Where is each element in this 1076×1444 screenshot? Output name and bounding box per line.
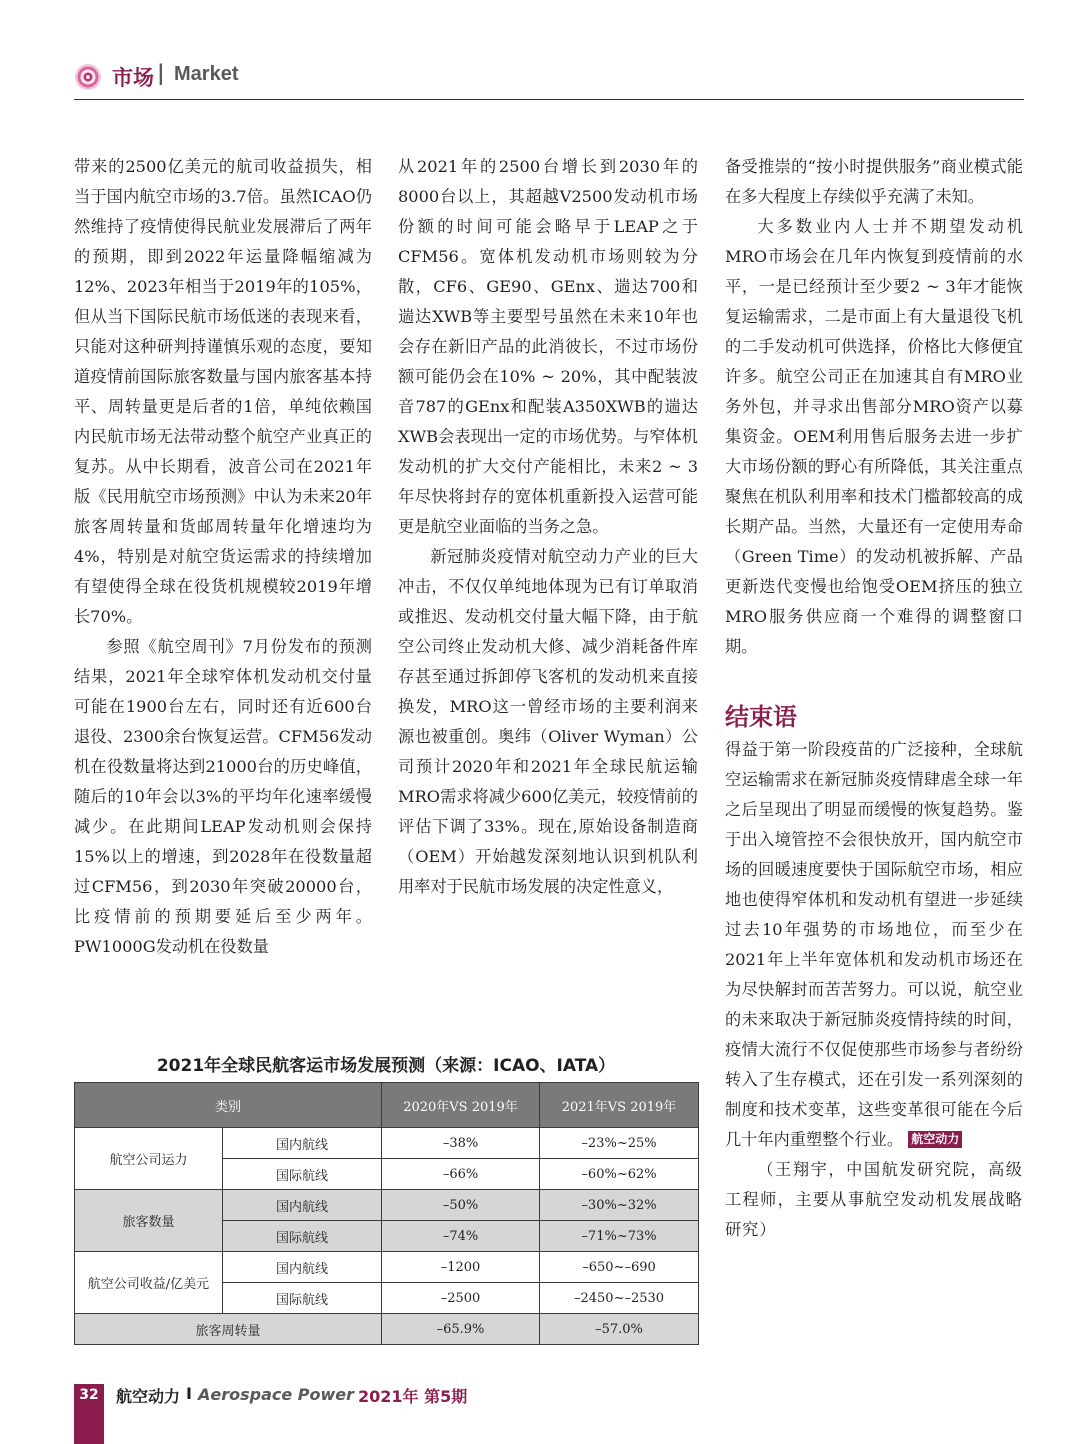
sub-label: 国内航线 <box>223 1252 382 1283</box>
cell-2020: –66% <box>382 1159 540 1190</box>
sub-label: 国际航线 <box>223 1159 382 1190</box>
cell-2021: –23%~25% <box>540 1128 699 1159</box>
flower-logo-icon <box>74 63 102 91</box>
section-title-en: Market <box>174 63 239 85</box>
cell-2021: –60%~62% <box>540 1159 699 1190</box>
brand-tag: 航空动力 <box>908 1131 962 1148</box>
column-3 <box>725 152 1023 1245</box>
column-header: 2021年VS 2019年 <box>540 1083 699 1128</box>
paragraph: 参照《航空周刊》7月份发布的预测结果，2021年全球窄体机发动机交付量可能在1900台左右，同时还有近600台退役、2300余台恢复运营。CFM56发动机在役数量将达到21000台的历史峰值，随后的10年会以3%的平均年化速率缓慢减少。在此期间LEAP发动机则会保持15%以上的增速，到2028年在役数量超过CFM56，到2030年突破20000台，比疫情前的预期要延后至少两年。PW1000G发动机在役数量 <box>74 637 372 956</box>
table-row <box>75 1252 699 1283</box>
magazine-name-cn: 航空动力 <box>116 1387 181 1406</box>
cell-2020: –65.9% <box>382 1314 540 1345</box>
cell-2020: –2500 <box>382 1283 540 1314</box>
cell-2021: –57.0% <box>540 1314 699 1345</box>
column-1 <box>74 152 372 962</box>
page-footer <box>74 1384 494 1444</box>
sub-label: 国内航线 <box>223 1128 382 1159</box>
cell-2020: –74% <box>382 1221 540 1252</box>
paragraph: 新冠肺炎疫情对航空动力产业的巨大冲击，不仅仅单纯地体现为已有订单取消或推迟、发动机交付量大幅下降，由于航空公司终止发动机大修、减少消耗备件库存甚至通过拆卸停飞客机的发动机来直接换发，MRO这一曾经市场的主要利润来源也被重创。奥纬（Oliver Wyman）公司预计2020年和2021年全球民航运输MRO需求将减少600亿美元，较疫情前的评估下调了33%。现在,原始设备制造商（OEM）开始越发深刻地认识到机队利用率对于民航市场发展的决定性意义， <box>398 547 698 896</box>
table-row <box>75 1190 699 1221</box>
issue-label: 2021年 第5期 <box>358 1387 468 1406</box>
group-label: 航空公司运力 <box>75 1128 223 1190</box>
sub-label: 国际航线 <box>223 1221 382 1252</box>
section-heading: 结束语 <box>725 703 797 731</box>
header-rule <box>74 99 1024 100</box>
paragraph: 备受推崇的“按小时提供服务”商业模式能在多大程度上存续似乎充满了未知。 <box>725 157 1023 206</box>
cell-2020: –50% <box>382 1190 540 1221</box>
paragraph: 带来的2500亿美元的航司收益损失，相当于国内航空市场的3.7倍。虽然ICAO仍然维持了疫情使得民航业发展滞后了两年的预期，即到2022年运量降幅缩减为12%、2023年相当于2019年的105%，但从当下国际民航市场低迷的表现来看，只能对这种研判持谨慎乐观的态度，要知道疫情前国际旅客数量与国内旅客基本持平、周转量更是后者的1倍，单纯依赖国内民航市场无法带动整个航空产业真正的复苏。从中长期看，波音公司在2021年版《民用航空市场预测》中认为未来20年旅客周转量和货邮周转量年化增速均为4%，特别是对航空货运需求的持续增加有望使得全球在役货机规模较2019年增长70%。 <box>74 157 372 626</box>
cell-2021: –650~–690 <box>540 1252 699 1283</box>
paragraph <box>725 735 1023 1155</box>
table-title: 2021年全球民航客运市场发展预测（来源：ICAO、IATA） <box>156 1056 616 1076</box>
paragraph: 大多数业内人士并不期望发动机MRO市场会在几年内恢复到疫情前的水平，一是已经预计至少要2 ~ 3年才能恢复运输需求，二是市面上有大量退役飞机的二手发动机可供选择，价格比大修便宜许多。航空公司正在加速其自有MRO业务外包，并寻求出售部分MRO资产以募集资金。OEM利用售后服务去进一步扩大市场份额的野心有所降低，其关注重点聚焦在机队利用率和技术门槛都较高的成长期产品。当然，大量还有一定使用寿命（Green Time）的发动机被拆解、产品更新迭代变慢也给饱受OEM挤压的独立MRO服务供应商一个难得的调整窗口期。 <box>725 217 1023 656</box>
page-header <box>74 58 1024 100</box>
section-separator: | <box>157 61 165 85</box>
cell-2020: –38% <box>382 1128 540 1159</box>
footer-separator: I <box>186 1384 192 1403</box>
section-title-cn: 市场 <box>112 66 154 90</box>
paragraph: 从2021年的2500台增长到2030年的8000台以上，其超越V2500发动机市场份额的时间可能会略早于LEAP之于CFM56。宽体机发动机市场则较为分散，CF6、GE90、GEnx、遄达700和遄达XWB等主要型号虽然在未来10年也会存在新旧产品的此消彼长，不过市场份额可能仍会在10% ~ 20%，其中配装波音787的GEnx和配装A350XWB的遄达XWB会表现出一定的市场优势。与窄体机发动机的扩大交付产能相比，未来2 ~ 3年尽快将封存的宽体机重新投入运营可能更是航空业面临的当务之急。 <box>398 157 698 536</box>
table-row <box>75 1314 699 1345</box>
page-number-bar <box>74 1384 104 1444</box>
group-label: 航空公司收益/亿美元 <box>75 1252 223 1314</box>
cell-2021: –71%~73% <box>540 1221 699 1252</box>
author-note: （王翔宇，中国航发研究院，高级工程师，主要从事航空发动机发展战略研究） <box>725 1160 1023 1239</box>
column-header: 2020年VS 2019年 <box>382 1083 540 1128</box>
page-number: 32 <box>79 1387 99 1403</box>
cell-2021: –2450~–2530 <box>540 1283 699 1314</box>
sub-label: 国内航线 <box>223 1190 382 1221</box>
cell-2021: –30%~32% <box>540 1190 699 1221</box>
column-2 <box>398 152 698 902</box>
table-row <box>75 1128 699 1159</box>
group-label: 旅客周转量 <box>75 1314 382 1345</box>
magazine-name-en: Aerospace Power <box>198 1385 355 1404</box>
table-header-row <box>75 1083 699 1128</box>
forecast-table <box>74 1082 699 1345</box>
paragraph-text: 得益于第一阶段疫苗的广泛接种，全球航空运输需求在新冠肺炎疫情肆虐全球一年之后呈现出了明显而缓慢的恢复趋势。鉴于出入境管控不会很快放开，国内航空市场的回暖速度要快于国际航空市场，相应地也使得窄体机和发动机有望进一步延续过去10年强势的市场地位，而至少在2021年上半年宽体机和发动机市场还在为尽快解封而苦苦努力。可以说，航空业的未来取决于新冠肺炎疫情持续的时间，疫情大流行不仅促使那些市场参与者纷纷转入了生存模式，还在引发一系列深刻的制度和技术变革，这些变革很可能在今后几十年内重塑整个行业。 <box>725 740 1023 1149</box>
group-label: 旅客数量 <box>75 1190 223 1252</box>
cell-2020: –1200 <box>382 1252 540 1283</box>
column-header: 类别 <box>75 1083 382 1128</box>
sub-label: 国际航线 <box>223 1283 382 1314</box>
